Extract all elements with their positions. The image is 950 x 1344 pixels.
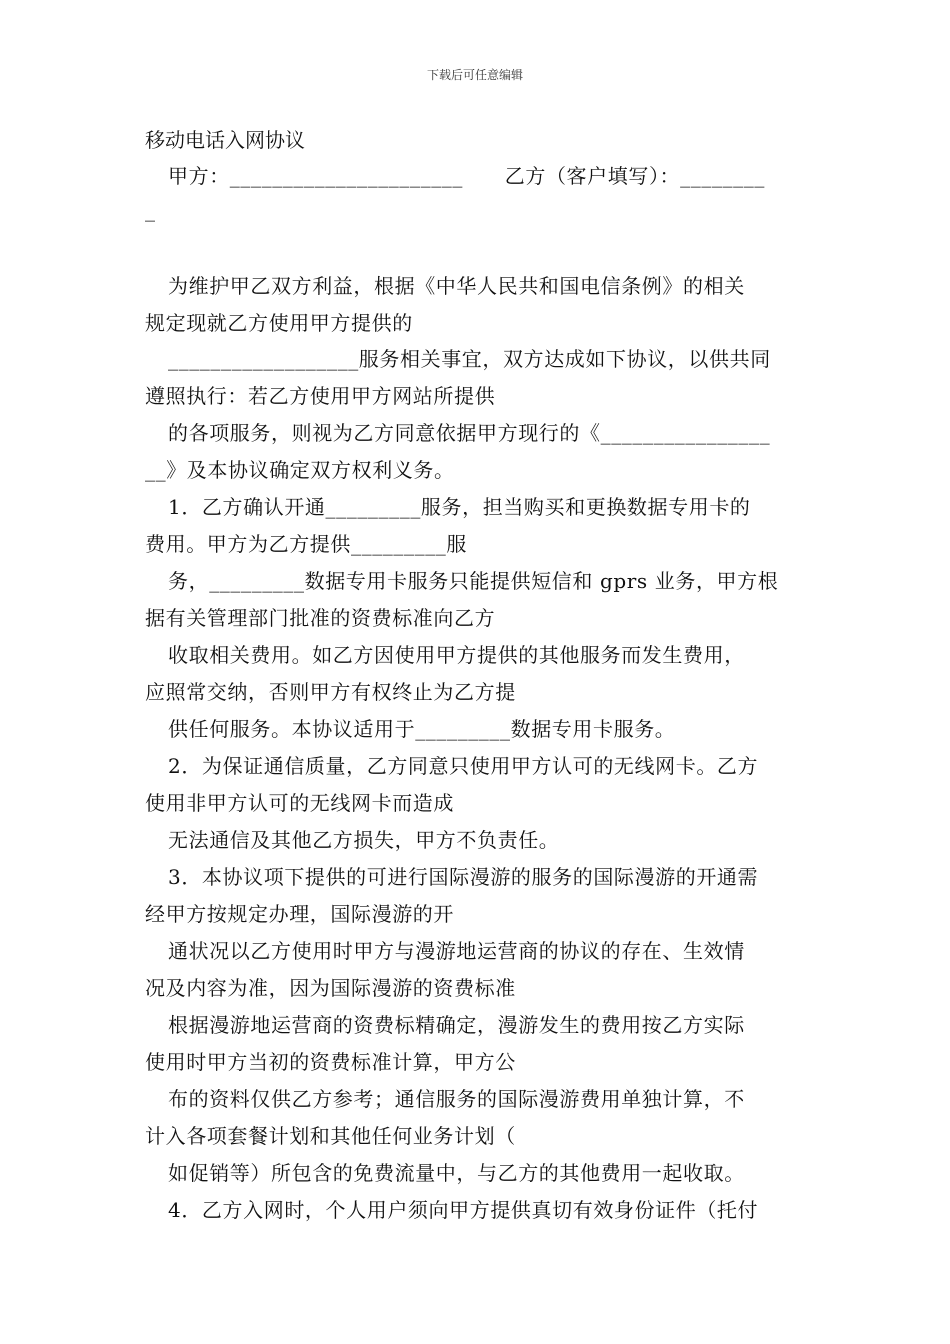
paragraph-line: __》及本协议确定双方权利义务。: [145, 458, 455, 482]
paragraph-line: 根据漫游地运营商的资费标精确定，漫游发生的费用按乙方实际: [168, 1013, 745, 1037]
paragraph-line: 1．乙方确认开通_________服务，担当购买和更换数据专用卡的: [168, 495, 751, 519]
paragraph-line: __________________服务相关事宜，双方达成如下协议，以供共同: [168, 347, 771, 371]
paragraph-line: 布的资料仅供乙方参考；通信服务的国际漫游费用单独计算，不: [168, 1087, 745, 1111]
paragraph-line: 应照常交纳，否则甲方有权终止为乙方提: [145, 680, 516, 704]
paragraph-line: 为维护甲乙双方利益，根据《中华人民共和国电信条例》的相关: [168, 274, 745, 298]
paragraph-line: 费用。甲方为乙方提供_________服: [145, 532, 467, 556]
paragraph-line: 规定现就乙方使用甲方提供的: [145, 311, 413, 335]
paragraph-line: 4．乙方入网时，个人用户须向甲方提供真切有效身份证件（托付: [168, 1198, 759, 1222]
paragraph-line: 供任何服务。本协议适用于_________数据专用卡服务。: [168, 717, 676, 741]
paragraph-line: 使用非甲方认可的无线网卡而造成: [145, 791, 454, 815]
paragraph-line: 况及内容为准，因为国际漫游的资费标准: [145, 976, 516, 1000]
paragraph-line: 无法通信及其他乙方损失，甲方不负责任。: [168, 828, 560, 852]
paragraph-line: 收取相关费用。如乙方因使用甲方提供的其他服务而发生费用，: [168, 643, 745, 667]
page-header: 下载后可任意编辑: [426, 68, 523, 82]
paragraph-line: 计入各项套餐计划和其他任何业务计划（: [145, 1124, 516, 1148]
party-line: 甲方：______________________ 乙方（客户填写）：________: [168, 164, 765, 188]
paragraph-line: 如促销等）所包含的免费流量中，与乙方的其他费用一起收取。: [168, 1161, 745, 1185]
paragraph-line: 经甲方按规定办理，国际漫游的开: [145, 902, 454, 926]
paragraph-line: 通状况以乙方使用时甲方与漫游地运营商的协议的存在、生效情: [168, 939, 745, 963]
paragraph-line: 使用时甲方当初的资费标准计算，甲方公: [145, 1050, 516, 1074]
paragraph-line: 3．本协议项下提供的可进行国际漫游的服务的国际漫游的开通需: [168, 865, 759, 889]
paragraph-line: 据有关管理部门批准的资费标准向乙方: [145, 606, 496, 630]
party-line-wrap: _: [145, 198, 156, 222]
paragraph-line: 的各项服务，则视为乙方同意依据甲方现行的《________________: [168, 421, 771, 445]
paragraph-line: 遵照执行：若乙方使用甲方网站所提供: [145, 384, 496, 408]
paragraph-line: 2．为保证通信质量，乙方同意只使用甲方认可的无线网卡。乙方: [168, 754, 759, 778]
paragraph-line: 务，_________数据专用卡服务只能提供短信和 gprs 业务，甲方根: [168, 569, 779, 593]
document-title: 移动电话入网协议: [145, 128, 305, 152]
